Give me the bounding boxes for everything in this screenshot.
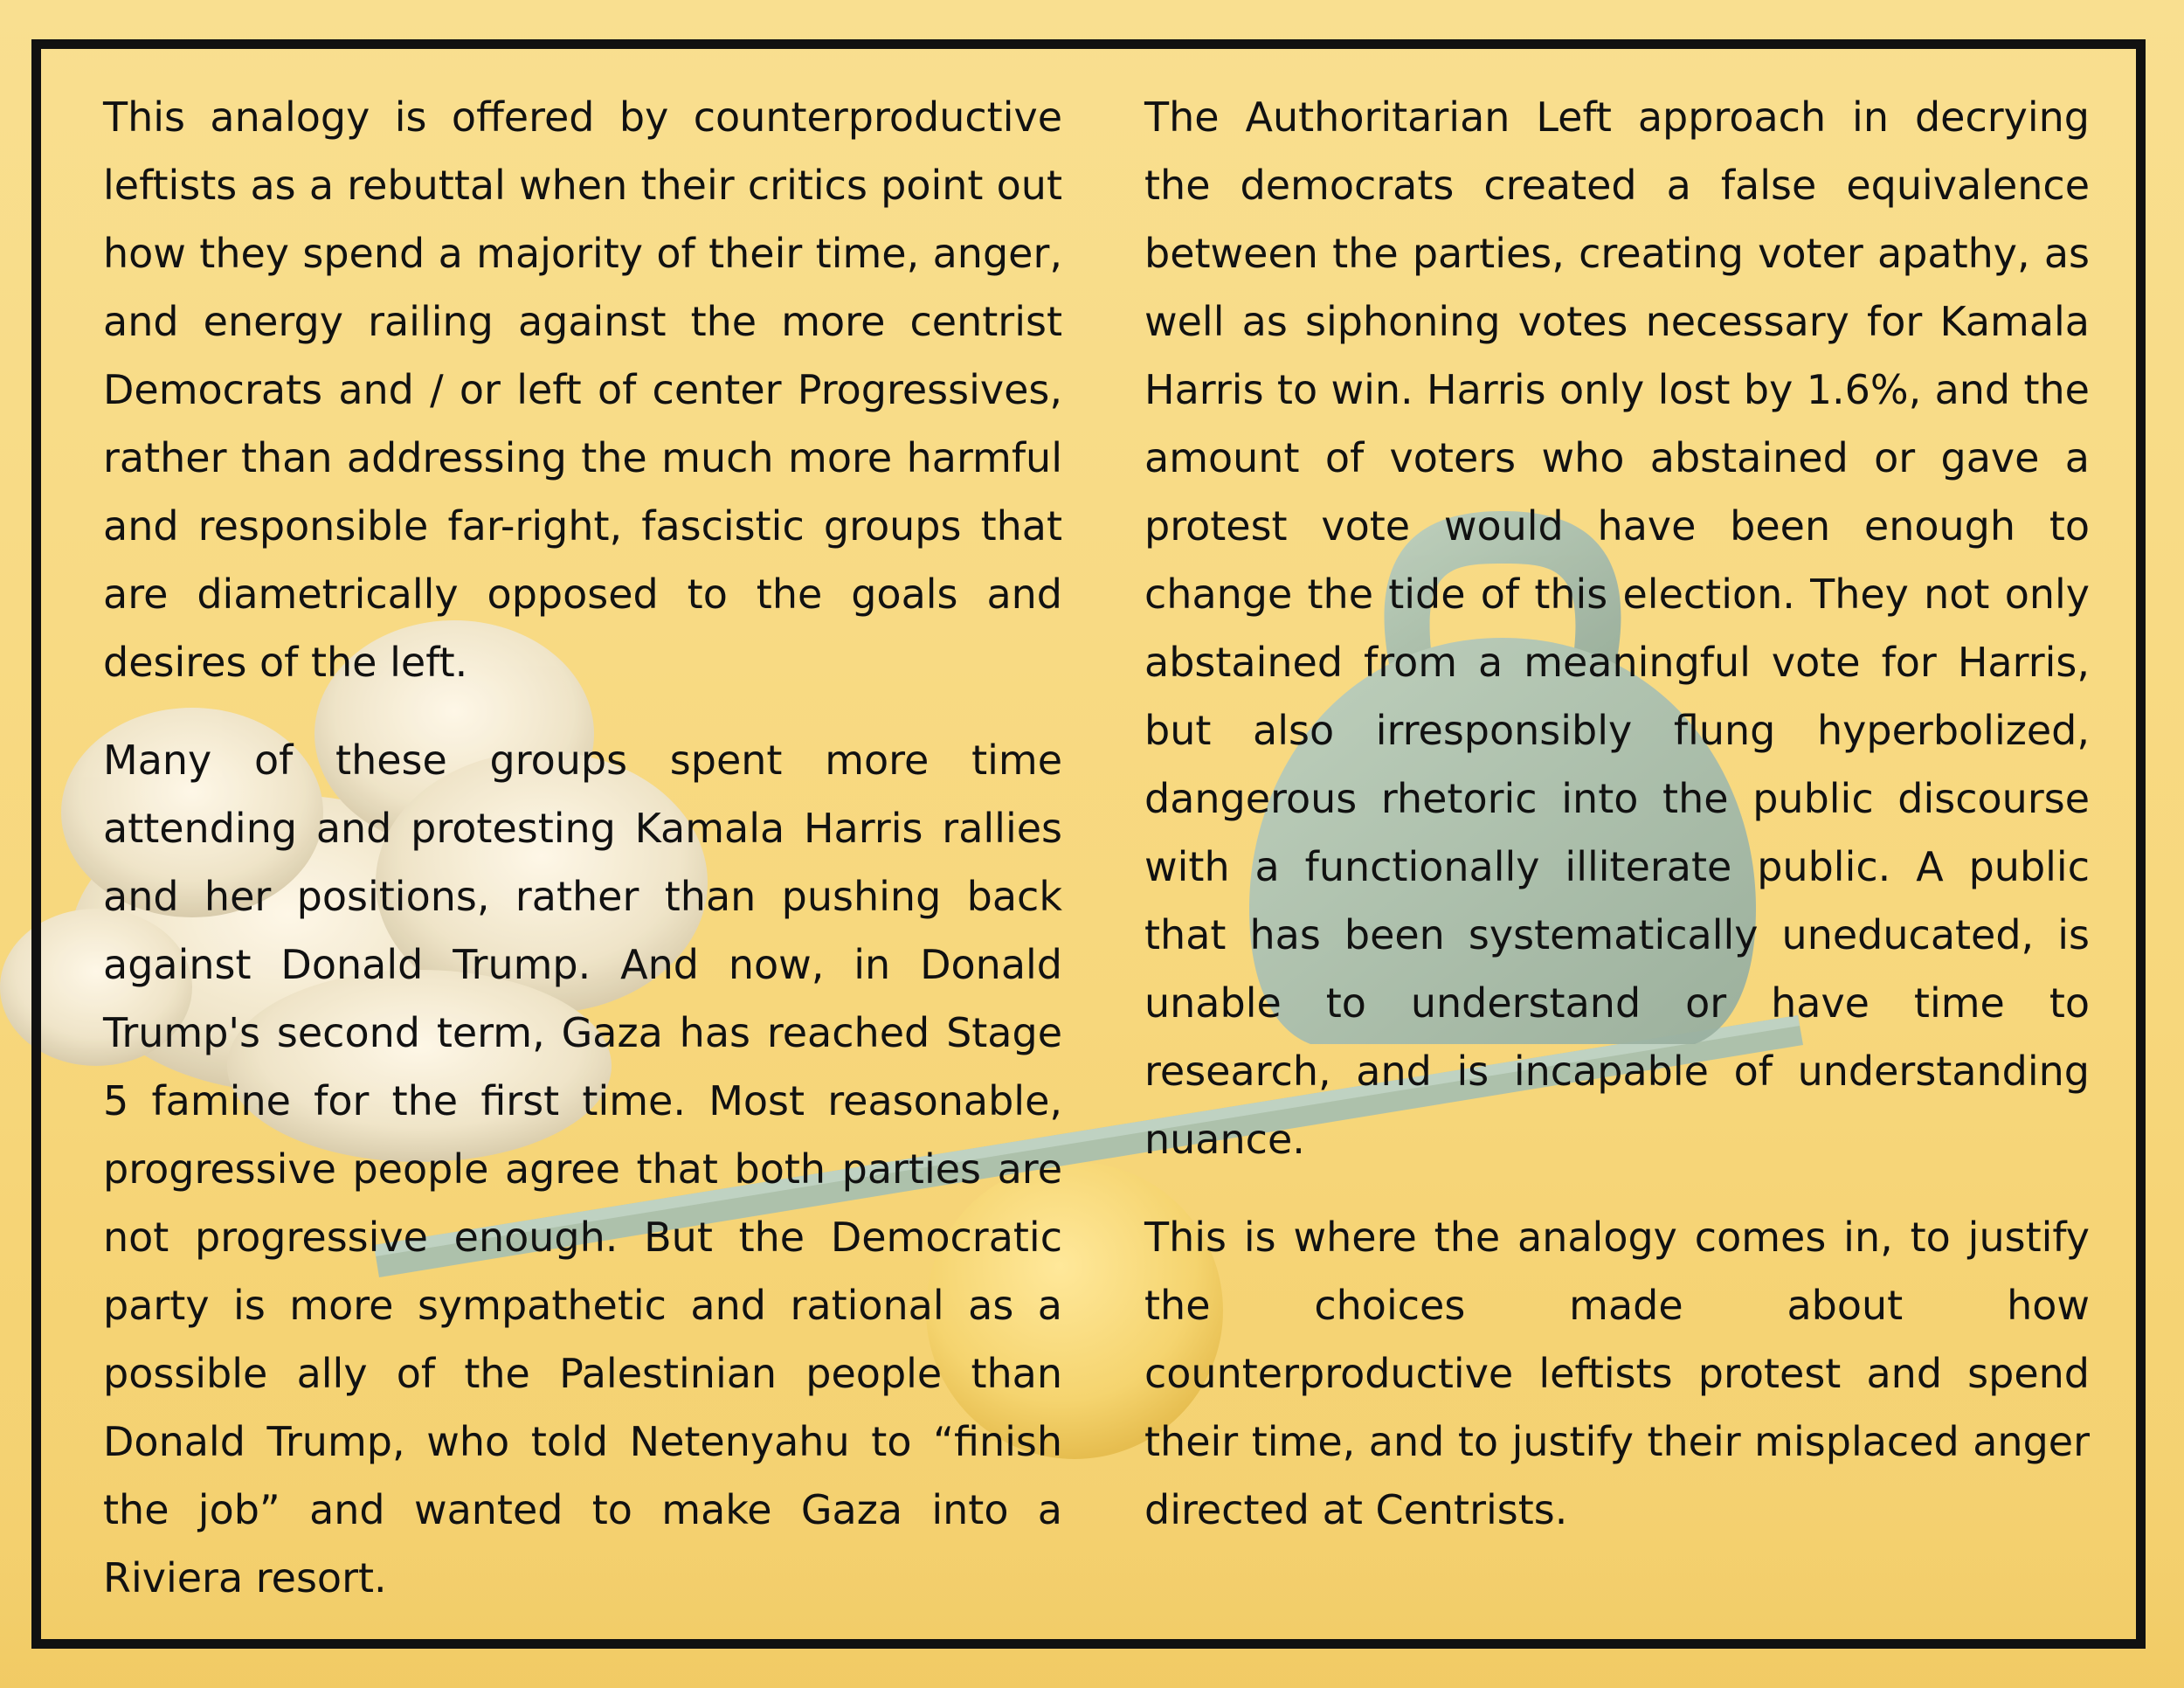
right-paragraph-1: The Authoritarian Left approach in decrying the democrats created a false equivalence between the parties, creating voter apathy, as well as siphoning votes necessary for Kamala Harris to win. Harris only lost by 1.6%, and the amount of voters who abstained or gave a protest vote would have been enough to change the tide of this election. They not only abstained from a meaningful vote for Harris, but also irresponsibly flung hyperbolized, dangerous rhetoric into the public discourse with a functionally illiterate public. A public that has been systematically uneducated, is unable to understand or have time to research, and is incapable of understanding nuance. xyxy=(1144,93,2090,1163)
left-column xyxy=(103,83,1062,1642)
right-paragraph-2: This is where the analogy comes in, to justify the choices made about how counterproductive leftists protest and spend their time, and to justify their misplaced anger directed at Centrists. xyxy=(1144,1214,2090,1533)
left-paragraph-1: This analogy is offered by counterproductive leftists as a rebuttal when their critics point out how they spend a majority of their time, anger, and energy railing against the more centrist Democrats and / or left of center Progressives, rather than addressing the much more harmful and responsible far-right, fascistic groups that are diametrically opposed to the goals and desires of the left. xyxy=(103,93,1062,686)
left-paragraph-2: Many of these groups spent more time attending and protesting Kamala Harris rallies and her positions, rather than pushing back against Donald Trump. And now, in Donald Trump's second term, Gaza has reached Stage 5 famine for the first time. Most reasonable, progressive people agree that both parties are not progressive enough. But the Democratic party is more sympathetic and rational as a possible ally of the Palestinian people than Donald Trump, who told Netenyahu to “finish the job” and wanted to make Gaza into a Riviera resort. xyxy=(103,737,1062,1602)
right-column xyxy=(1144,83,2090,1574)
